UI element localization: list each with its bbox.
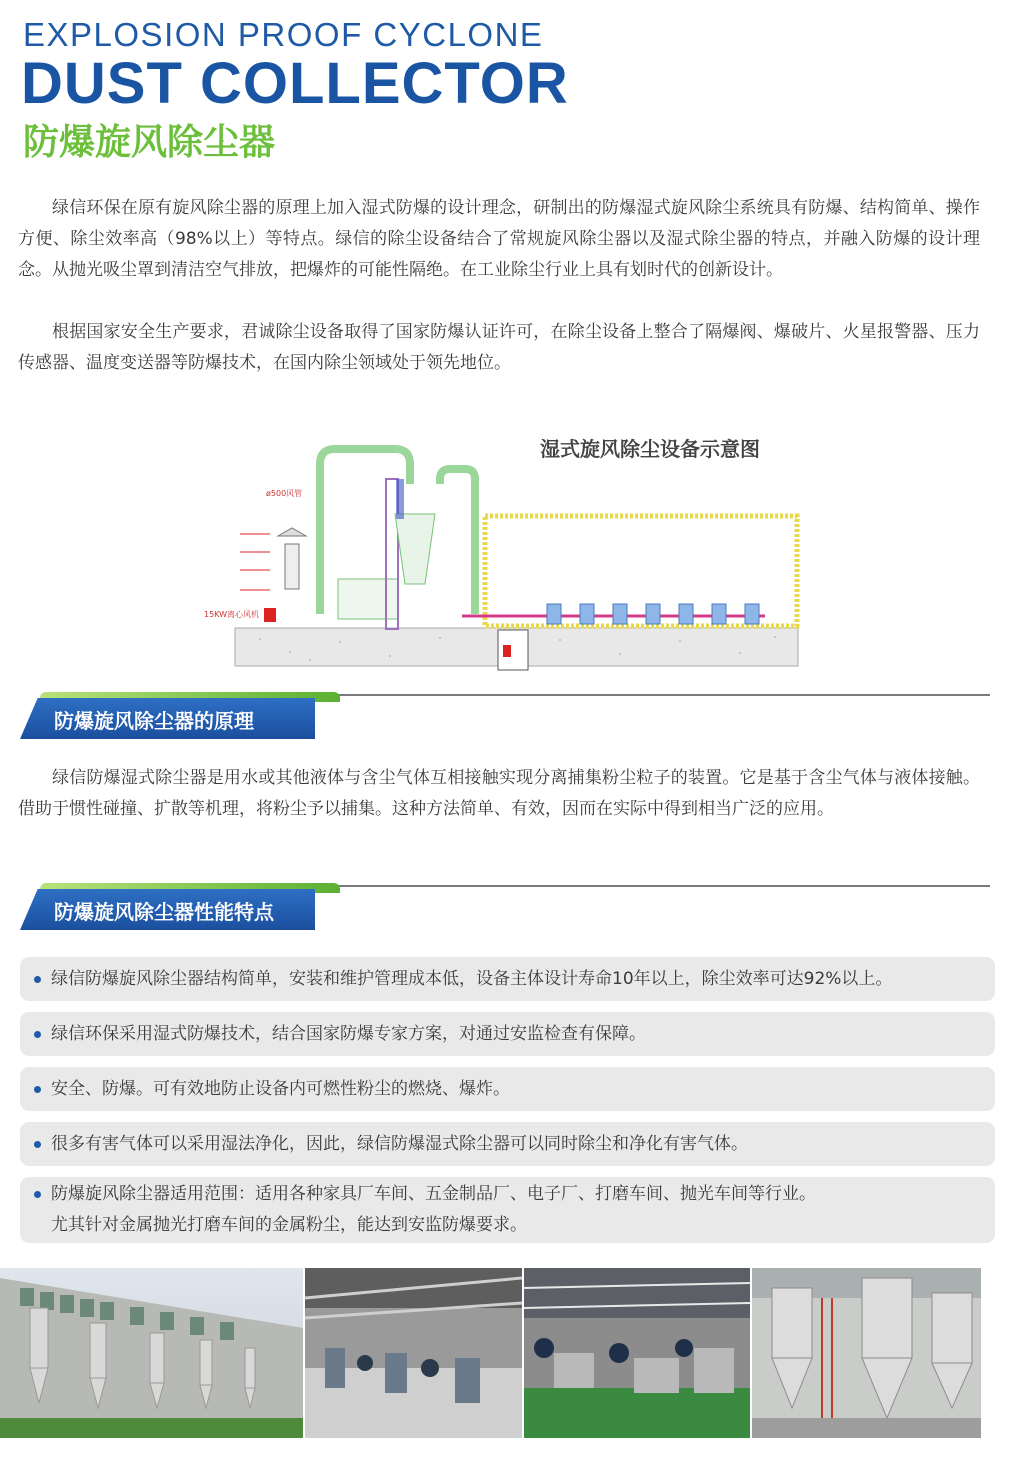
bullet-icon (34, 1086, 41, 1093)
photo-workshop-2 (524, 1268, 750, 1438)
schematic-diagram (200, 424, 802, 682)
section-header-features (20, 883, 990, 931)
feature-item: 绿信防爆旋风除尘器结构简单，安装和维护管理成本低，设备主体设计寿命10年以上，除尘效率可达92%以上。 (20, 957, 995, 1001)
leader-lines (240, 534, 270, 590)
bullet-icon (34, 1141, 41, 1148)
photo-cyclone-outdoor (752, 1268, 981, 1438)
title-english-line2: DUST COLLECTOR (21, 51, 569, 116)
pipe-label: ø500风管 (266, 489, 303, 498)
intro-paragraph-2: 根据国家安全生产要求，君诚除尘设备取得了国家防爆认证许可，在除尘设备上整合了隔爆阀、爆破片、火星报警器、压力传感器、温度变送器等防爆技术，在国内除尘领域处于领先地位。 (18, 322, 980, 373)
bullet-icon (34, 1031, 41, 1038)
feature-item: 绿信环保采用湿式防爆技术，结合国家防爆专家方案，对通过安监检查有保障。 (20, 1012, 995, 1056)
title-english-line1: EXPLOSION PROOF CYCLONE (23, 16, 544, 53)
cyclone-cone (395, 514, 435, 584)
photo-workshop-1 (305, 1268, 522, 1438)
section-header-principle (20, 692, 990, 740)
feature-item: 很多有害气体可以采用湿法净化，因此，绿信防爆湿式除尘器可以同时除尘和净化有害气体。 (20, 1122, 995, 1166)
section-title-features: 防爆旋风除尘器性能特点 (54, 900, 274, 924)
fan-body (285, 544, 299, 589)
bullet-icon (34, 976, 41, 983)
motor (264, 608, 276, 622)
spray-nozzles (396, 479, 404, 519)
water-tank (338, 579, 398, 619)
photo-factory-exterior (0, 1268, 303, 1438)
fan-cap (278, 528, 306, 536)
feature-item: 安全、防爆。可有效地防止设备内可燃性粉尘的燃烧、爆炸。 (20, 1067, 995, 1111)
polishing-booths (547, 604, 759, 624)
bullet-icon (34, 1191, 41, 1198)
schematic-diagram-drawing (200, 424, 802, 682)
diagram-title: 湿式旋风除尘设备示意图 (540, 437, 760, 461)
pump (503, 645, 511, 657)
section-title-principle: 防爆旋风除尘器的原理 (54, 709, 254, 733)
intro-paragraph-1: 绿信环保在原有旋风除尘器的原理上加入湿式防爆的设计理念，研制出的防爆湿式旋风除尘系统具有防爆、结构简单、操作方便、除尘效率高（98%以上）等特点。绿信的除尘设备结合了常规旋风除尘器以及湿式除尘器的特点，并融入防爆的设计理念。从抛光吸尘罩到清洁空气排放，把爆炸的可能性隔绝。在工业除尘行业上具有划时代的创新设计。 (18, 198, 980, 280)
motor-label: 15KW离心风机 (204, 610, 260, 619)
principle-paragraph: 绿信防爆湿式除尘器是用水或其他液体与含尘气体互相接触实现分离捕集粉尘粒子的装置。它是基于含尘气体与液体接触。借助于惯性碰撞、扩散等机理，将粉尘予以捕集。这种方法简单、有效，因而在实际中得到相当广泛的应用。 (18, 768, 980, 819)
water-pit (498, 630, 528, 670)
green-duct-2 (440, 469, 475, 614)
feature-item: 防爆旋风除尘器适用范围：适用各种家具厂车间、五金制品厂、电子厂、打磨车间、抛光车间等行业。 尤其针对金属抛光打磨车间的金属粉尘，能达到安监防爆要求。 (20, 1177, 995, 1243)
title-chinese: 防爆旋风除尘器 (23, 122, 276, 163)
